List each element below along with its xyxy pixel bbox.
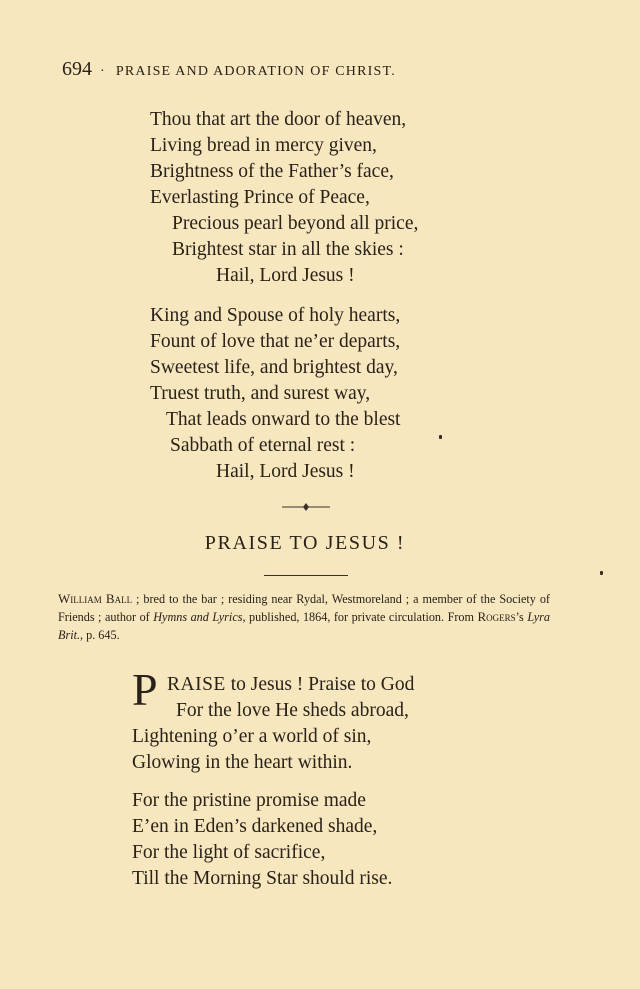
verse-line: Glowing in the heart within.: [132, 752, 353, 773]
note-source-author: Rogers: [477, 609, 516, 624]
verse-line: For the love He sheds abroad,: [176, 700, 409, 721]
drop-cap: P: [132, 664, 158, 715]
note-book-title: Hymns and Lyrics: [153, 610, 243, 624]
page-number: 694: [62, 58, 92, 80]
verse-line: For the pristine promise made: [132, 790, 366, 811]
hymn-stanza-1: [132, 664, 512, 776]
verse-line: Lightening o’er a world of sin,: [132, 726, 372, 747]
verse-refrain: Hail, Lord Jesus !: [216, 265, 355, 286]
author-note: [58, 590, 550, 644]
verse-line: Everlasting Prince of Peace,: [150, 187, 370, 208]
first-word-caps: RAISE: [167, 674, 226, 695]
note-text: ’s: [515, 610, 528, 624]
note-source-title: Lyra Brit.: [58, 610, 550, 642]
note-text: , p. 645.: [80, 628, 120, 642]
verse-line: For the light of sacrifice,: [132, 842, 326, 863]
verse-line: Fount of love that ne’er departs,: [150, 331, 401, 352]
verse-line: King and Spouse of holy hearts,: [150, 305, 401, 326]
note-text: , published, 1864, for private circulation. From: [242, 610, 478, 624]
verse-line: Living bread in mercy given,: [150, 135, 377, 156]
verse-line: Thou that art the door of heaven,: [150, 109, 407, 130]
verse-line: Brightness of the Father’s face,: [150, 161, 394, 182]
note-text: ; bred to the bar ; residing near Rydal, Westmoreland ; a member of the Society of Friends ; author of: [58, 592, 550, 624]
paper-speck: [439, 435, 442, 439]
verse-line: Truest truth, and surest way,: [150, 383, 371, 404]
verse-line: Sabbath of eternal rest :: [170, 435, 356, 456]
hymn-stanza-2: [132, 788, 512, 892]
title-rule: [264, 575, 348, 576]
verse-line: E’en in Eden’s darkened shade,: [132, 816, 378, 837]
hymn-title: PRAISE TO JESUS !: [204, 532, 406, 554]
head-separator: ·: [100, 64, 106, 79]
stanza-2: [150, 303, 510, 485]
running-head: [62, 58, 502, 81]
first-line-rest: to Jesus ! Praise to God: [225, 674, 415, 695]
stanza-1: [150, 107, 510, 289]
paper-speck: [600, 571, 603, 575]
verse-line: Precious pearl beyond all price,: [172, 213, 419, 234]
verse-line: That leads onward to the blest: [166, 409, 401, 430]
section-ornament: [282, 500, 330, 514]
verse-line: Sweetest life, and brightest day,: [150, 357, 398, 378]
verse-line: Till the Morning Star should rise.: [132, 868, 393, 889]
note-author: William Ball: [58, 591, 133, 606]
running-title: PRAISE AND ADORATION OF CHRIST.: [115, 64, 396, 79]
verse-refrain: Hail, Lord Jesus !: [216, 461, 355, 482]
verse-line: Brightest star in all the skies :: [172, 239, 404, 260]
